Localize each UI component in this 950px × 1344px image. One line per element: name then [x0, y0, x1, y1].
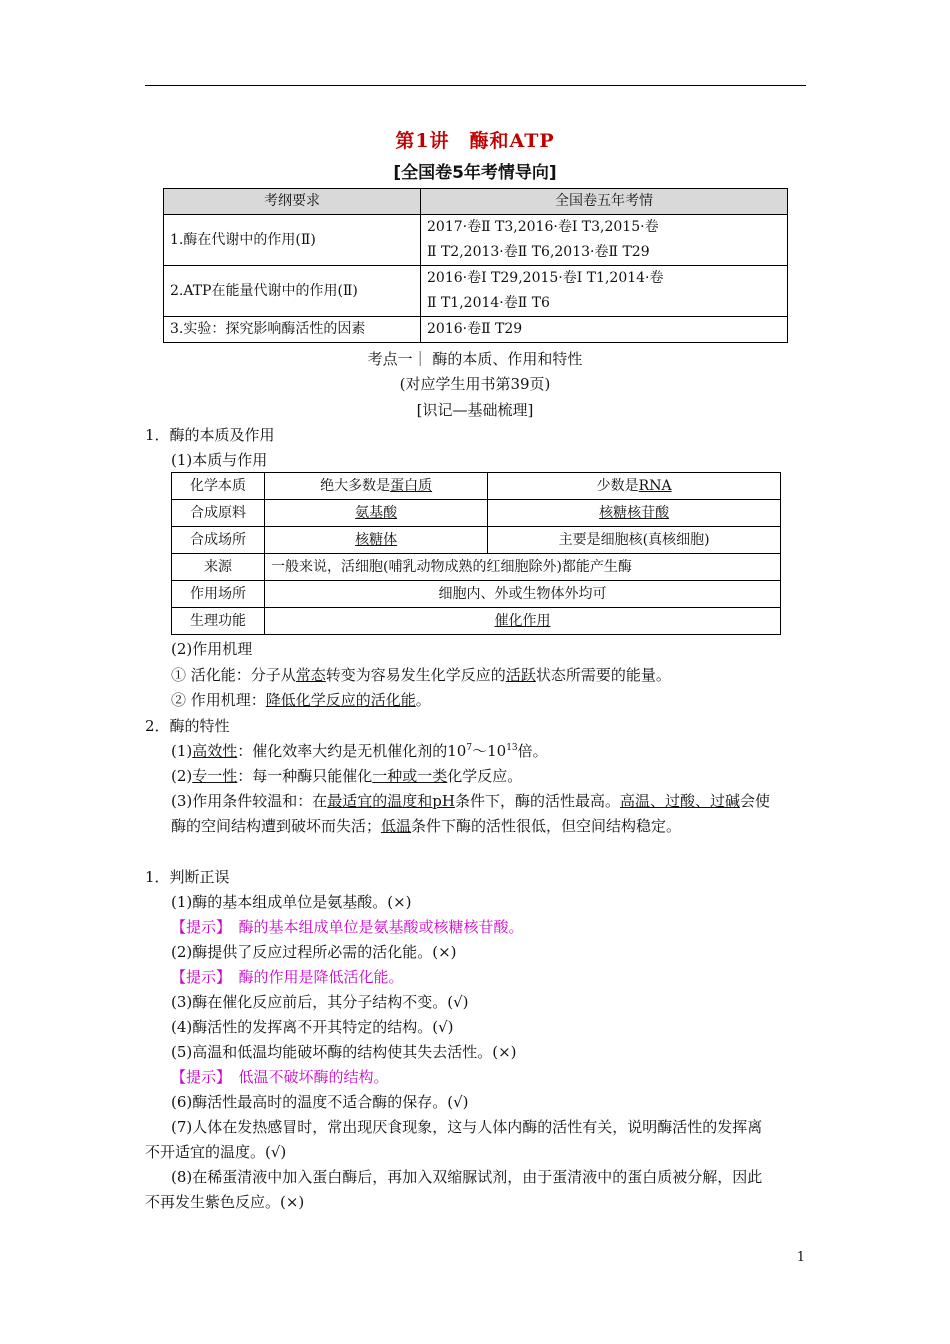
- judge-hint: 【提示】 酶的基本组成单位是氨基酸或核糖核苷酸。: [171, 918, 524, 936]
- judge-item-cont: 不开适宜的温度。(√): [145, 1143, 287, 1161]
- judge-item: (1)酶的基本组成单位是氨基酸。(×): [171, 893, 412, 911]
- exam-line: Ⅱ T2,2013·卷Ⅱ T6,2013·卷Ⅱ T29: [427, 244, 650, 260]
- cell-term: 核糖体: [355, 532, 398, 548]
- cell: [265, 500, 488, 527]
- judge-heading: 1．判断正误: [145, 868, 230, 886]
- exam-cell: [421, 266, 788, 317]
- mechanism-line-2: ② 作用机理：降低化学反应的活化能。: [171, 691, 431, 709]
- cell: 一般来说，活细胞(哺乳动物成熟的红细胞除外)都能产生酶: [265, 554, 781, 581]
- cell: [265, 608, 781, 635]
- judge-hint: 【提示】 低温不破坏酶的结构。: [171, 1068, 389, 1086]
- row-key: 合成原料: [172, 500, 265, 527]
- section-tag: [识记—基础梳理]: [416, 401, 534, 419]
- row-key: 合成场所: [172, 527, 265, 554]
- judge-item: (8)在稀蛋清液中加入蛋白酶后，再加入双缩脲试剂，由于蛋清液中的蛋白质被分解，因此: [171, 1168, 763, 1186]
- mechanism-line-1: ① 活化能：分子从常态转变为容易发生化学反应的活跃状态所需要的能量。: [171, 666, 671, 684]
- table-row: [164, 317, 788, 343]
- cell: [265, 527, 488, 554]
- enzyme-table: [171, 472, 781, 635]
- property-line-3: (3)作用条件较温和：在最适宜的温度和pH条件下，酶的活性最高。高温、过酸、过碱会使: [171, 792, 770, 810]
- cell: 主要是细胞核(真核细胞): [488, 527, 781, 554]
- exam-cell: 2016·卷Ⅱ T29: [421, 317, 788, 343]
- cell-term: 蛋白质: [390, 478, 433, 494]
- table-row: [164, 266, 788, 317]
- section-ref: (对应学生用书第39页): [399, 375, 551, 393]
- cell-rna: [488, 473, 781, 500]
- judge-item: (7)人体在发热感冒时，常出现厌食现象，这与人体内酶的活性有关，说明酶活性的发挥离: [171, 1118, 763, 1136]
- page-subtitle: [全国卷5年考情导向]: [393, 163, 557, 183]
- exam-cell: [421, 215, 788, 266]
- row-key: 作用场所: [172, 581, 265, 608]
- header-requirements: 考纲要求: [164, 189, 421, 215]
- table-row: [172, 608, 781, 635]
- exam-line: 2017·卷Ⅱ T3,2016·卷Ⅰ T3,2015·卷: [427, 219, 659, 235]
- judge-item-cont: 不再发生紫色反应。(×): [145, 1193, 305, 1211]
- table-row: [172, 554, 781, 581]
- exam-table: [163, 188, 788, 343]
- page-title: 第1讲 酶和ATP: [395, 130, 555, 152]
- judge-item: (5)高温和低温均能破坏酶的结构使其失去活性。(×): [171, 1043, 517, 1061]
- table-row: [172, 581, 781, 608]
- judge-hint: 【提示】 酶的作用是降低活化能。: [171, 968, 404, 986]
- judge-item: (4)酶活性的发挥离不开其特定的结构。(√): [171, 1018, 454, 1036]
- table-header-row: [164, 189, 788, 215]
- cell: 细胞内、外或生物体外均可: [265, 581, 781, 608]
- table-row: [164, 215, 788, 266]
- exam-line: 2016·卷Ⅰ T29,2015·卷Ⅰ T1,2014·卷: [427, 270, 664, 286]
- page-number: 1: [796, 1250, 805, 1265]
- table-row: [172, 473, 781, 500]
- heading-2: 2．酶的特性: [145, 717, 230, 735]
- property-line-4: 酶的空间结构遭到破坏而失活；低温条件下酶的活性很低，但空间结构稳定。: [171, 817, 682, 835]
- exam-line: Ⅱ T1,2014·卷Ⅱ T6: [427, 295, 550, 311]
- req-cell: 2.ATP在能量代谢中的作用(Ⅱ): [164, 266, 421, 317]
- table-row: [172, 500, 781, 527]
- table-row: [172, 527, 781, 554]
- subheading-1: (1)本质与作用: [171, 451, 268, 469]
- cell-term: 催化作用: [494, 613, 551, 629]
- row-key: 化学本质: [172, 473, 265, 500]
- cell-protein: [265, 473, 488, 500]
- row-key: 来源: [172, 554, 265, 581]
- heading-1: 1．酶的本质及作用: [145, 426, 275, 444]
- cell: [488, 500, 781, 527]
- section-heading: 考点一｜ 酶的本质、作用和特性: [367, 350, 583, 368]
- judge-item: (3)酶在催化反应前后，其分子结构不变。(√): [171, 993, 469, 1011]
- mechanism-title: (2)作用机理: [171, 640, 253, 658]
- cell-term: RNA: [638, 478, 672, 494]
- property-line-1: (1)高效性：催化效率大约是无机催化剂的$10^7\sim 10^{13}$倍。: [171, 742, 548, 760]
- cell-term: 核糖核苷酸: [599, 505, 670, 521]
- cell-term: 氨基酸: [355, 505, 398, 521]
- header-exams: 全国卷五年考情: [421, 189, 788, 215]
- cell-text: 少数是: [596, 478, 639, 494]
- req-cell: 1.酶在代谢中的作用(Ⅱ): [164, 215, 421, 266]
- property-line-2: (2)专一性：每一种酶只能催化一种或一类化学反应。: [171, 767, 523, 785]
- judge-item: (2)酶提供了反应过程所必需的活化能。(×): [171, 943, 457, 961]
- judge-item: (6)酶活性最高时的温度不适合酶的保存。(√): [171, 1093, 469, 1111]
- top-rule: [145, 85, 806, 86]
- req-cell: 3.实验：探究影响酶活性的因素: [164, 317, 421, 343]
- row-key: 生理功能: [172, 608, 265, 635]
- cell-text: 绝大多数是: [320, 478, 391, 494]
